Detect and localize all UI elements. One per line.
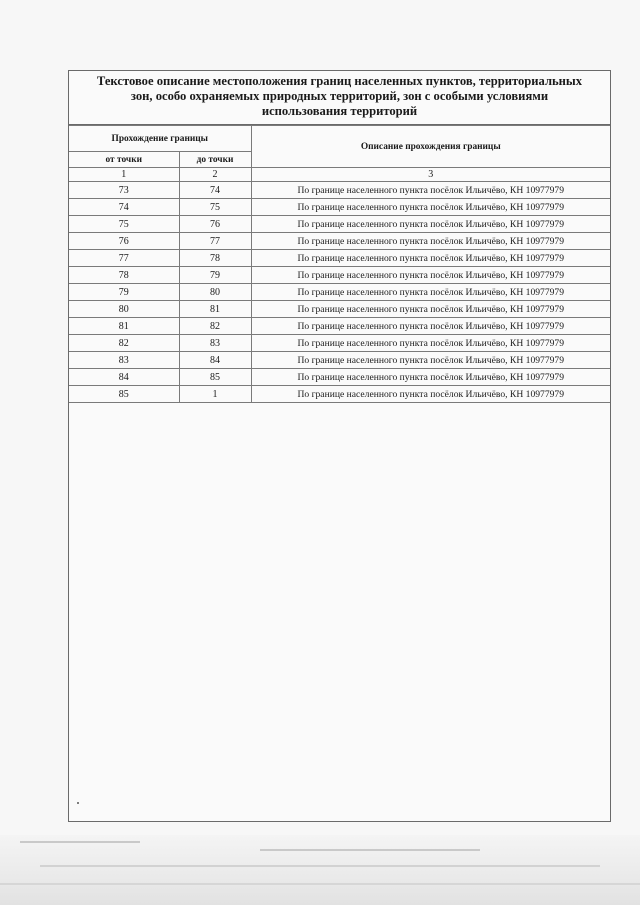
table-row bbox=[69, 216, 610, 233]
cell-description: По границе населенного пункта посёлок Ильичёво, КН 10977979 bbox=[251, 199, 610, 216]
header-from-point: от точки bbox=[69, 152, 179, 168]
cell-description: По границе населенного пункта посёлок Ильичёво, КН 10977979 bbox=[251, 182, 610, 199]
table-row bbox=[69, 250, 610, 267]
header-description: Описание прохождения границы bbox=[251, 126, 610, 168]
document-title bbox=[69, 71, 610, 125]
cell-to-point: 80 bbox=[179, 284, 251, 301]
cell-description: По границе населенного пункта посёлок Ильичёво, КН 10977979 bbox=[251, 318, 610, 335]
table-row bbox=[69, 352, 610, 369]
cell-description: По границе населенного пункта посёлок Ильичёво, КН 10977979 bbox=[251, 216, 610, 233]
cell-description: По границе населенного пункта посёлок Ильичёво, КН 10977979 bbox=[251, 301, 610, 318]
cell-to-point: 82 bbox=[179, 318, 251, 335]
cell-to-point: 1 bbox=[179, 386, 251, 403]
cell-to-point: 84 bbox=[179, 352, 251, 369]
cell-from-point: 79 bbox=[69, 284, 179, 301]
cell-to-point: 85 bbox=[179, 369, 251, 386]
cell-from-point: 76 bbox=[69, 233, 179, 250]
col-number-2: 2 bbox=[179, 168, 251, 182]
cell-from-point: 82 bbox=[69, 335, 179, 352]
title-line-2: зон, особо охраняемых природных территорий, зон с особыми условиями bbox=[130, 89, 549, 103]
group-header-boundary: Прохождение границы bbox=[69, 126, 251, 152]
cell-from-point: 73 bbox=[69, 182, 179, 199]
col-number-3: 3 bbox=[251, 168, 610, 182]
boundary-table bbox=[69, 125, 610, 403]
cell-from-point: 75 bbox=[69, 216, 179, 233]
cell-description: По границе населенного пункта посёлок Ильичёво, КН 10977979 bbox=[251, 335, 610, 352]
cell-to-point: 83 bbox=[179, 335, 251, 352]
cell-to-point: 79 bbox=[179, 267, 251, 284]
title-line-1: Текстовое описание местоположения границ населенных пунктов, территориальных bbox=[96, 74, 583, 88]
table-row bbox=[69, 233, 610, 250]
table-body bbox=[69, 182, 610, 403]
cell-description: По границе населенного пункта посёлок Ильичёво, КН 10977979 bbox=[251, 369, 610, 386]
table-row bbox=[69, 301, 610, 318]
cell-to-point: 81 bbox=[179, 301, 251, 318]
table-row bbox=[69, 182, 610, 199]
table-row bbox=[69, 369, 610, 386]
cell-from-point: 78 bbox=[69, 267, 179, 284]
cell-to-point: 76 bbox=[179, 216, 251, 233]
cell-description: По границе населенного пункта посёлок Ильичёво, КН 10977979 bbox=[251, 284, 610, 301]
cell-from-point: 81 bbox=[69, 318, 179, 335]
table-row bbox=[69, 335, 610, 352]
table-row bbox=[69, 284, 610, 301]
cell-to-point: 75 bbox=[179, 199, 251, 216]
header-to-point: до точки bbox=[179, 152, 251, 168]
table-row bbox=[69, 318, 610, 335]
cell-to-point: 77 bbox=[179, 233, 251, 250]
cell-to-point: 78 bbox=[179, 250, 251, 267]
cell-to-point: 74 bbox=[179, 182, 251, 199]
document-frame bbox=[68, 70, 611, 822]
cell-from-point: 85 bbox=[69, 386, 179, 403]
cell-from-point: 74 bbox=[69, 199, 179, 216]
col-number-1: 1 bbox=[69, 168, 179, 182]
table-row bbox=[69, 267, 610, 284]
cell-description: По границе населенного пункта посёлок Ильичёво, КН 10977979 bbox=[251, 267, 610, 284]
cell-description: По границе населенного пункта посёлок Ильичёво, КН 10977979 bbox=[251, 233, 610, 250]
scan-speck bbox=[77, 802, 79, 804]
cell-description: По границе населенного пункта посёлок Ильичёво, КН 10977979 bbox=[251, 352, 610, 369]
table-row bbox=[69, 386, 610, 403]
cell-from-point: 80 bbox=[69, 301, 179, 318]
cell-from-point: 84 bbox=[69, 369, 179, 386]
cell-from-point: 83 bbox=[69, 352, 179, 369]
cell-from-point: 77 bbox=[69, 250, 179, 267]
cell-description: По границе населенного пункта посёлок Ильичёво, КН 10977979 bbox=[251, 386, 610, 403]
cell-description: По границе населенного пункта посёлок Ильичёво, КН 10977979 bbox=[251, 250, 610, 267]
table-row bbox=[69, 199, 610, 216]
title-line-3: использования территорий bbox=[261, 104, 418, 118]
scan-artifact-strip bbox=[0, 835, 640, 905]
